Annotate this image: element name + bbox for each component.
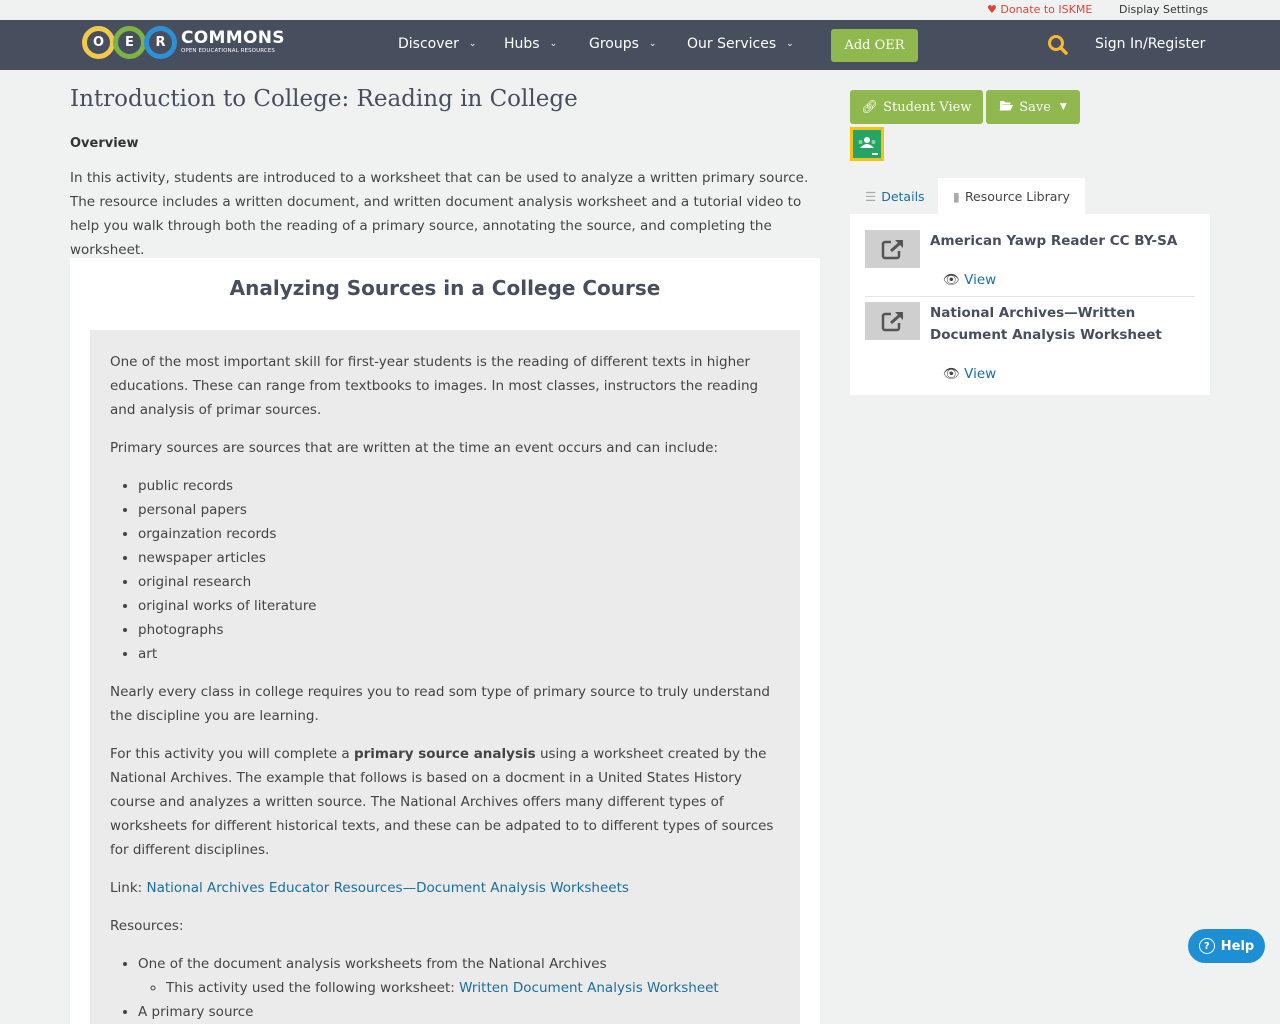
display-settings-link[interactable]: Display Settings: [1119, 3, 1209, 16]
logo-letter-e: E: [113, 26, 146, 59]
paragraph: For this activity you will complete a primary source analysis using a worksheet created by the National Archives. The example that follows is based on a docment in a United States History course and analyzes a written source. The National Archives offers many different types of worksheets for different historical texts, and these can be adpated to to different types of sources for different disciplines.: [110, 746, 774, 858]
paragraph: One of the most important skill for first-year students is the reading of different texts in higher educations. These can range from textbooks to images. In most classes, instructors the reading and analysis of primar sources.: [110, 354, 759, 418]
list-item: • photographs: [138, 618, 780, 642]
list-item: • newspaper articles: [138, 546, 780, 570]
paragraph: Primary sources are sources that are written at the time an event occurs and can include:: [110, 440, 718, 456]
library-item-title[interactable]: American Yawp Reader CC BY-SA: [930, 233, 1178, 249]
national-archives-link[interactable]: National Archives Educator Resources—Document Analysis Worksheets: [146, 880, 629, 896]
nav-discover[interactable]: Discover ⌄: [398, 36, 477, 52]
chevron-down-icon: ⌄: [468, 39, 477, 49]
list-item: • art: [138, 642, 780, 666]
list-item: • original research: [138, 570, 780, 594]
overview-text: In this activity, students are introduced to a worksheet that can be used to analyze a written primary source. The resource includes a written document, and written document analysis worksheet and a tutorial video to help you walk through both the reading of a primary source, annotating the source, and completing the worksheet.: [70, 170, 809, 258]
add-oer-button[interactable]: Add OER: [831, 29, 918, 62]
resources-list: [110, 952, 780, 1024]
sign-in-register-link[interactable]: Sign In/Register: [1095, 36, 1206, 52]
external-link-thumbnail[interactable]: [865, 230, 920, 268]
nav-our-services[interactable]: Our Services ⌄: [687, 36, 794, 52]
nav-hubs[interactable]: Hubs ⌄: [504, 36, 558, 52]
google-classroom-icon: [853, 130, 881, 158]
link-paragraph: Link: National Archives Educator Resources—Document Analysis Worksheets: [110, 880, 629, 896]
source-types-list: [110, 474, 780, 666]
list-icon: ☰: [865, 188, 877, 204]
chevron-down-icon: ⌄: [549, 39, 558, 49]
external-link-thumbnail[interactable]: [865, 302, 920, 340]
logo-letter-o: O: [82, 26, 115, 59]
content-card: [70, 258, 820, 1024]
content-body: [90, 330, 800, 1024]
google-classroom-share-button[interactable]: [850, 127, 884, 161]
eye-icon: 👁︎: [943, 366, 961, 382]
tab-resource-library[interactable]: ▮ Resource Library: [938, 178, 1085, 214]
resource-library-panel: [850, 214, 1210, 395]
folder-open-icon: [999, 99, 1014, 115]
donate-link[interactable]: ♥ Donate to ISKME: [987, 3, 1093, 16]
list-item: • A primary source: [138, 1000, 780, 1024]
heart-icon: ♥: [987, 3, 997, 16]
nav-groups[interactable]: Groups ⌄: [589, 36, 657, 52]
eye-icon: 👁︎: [943, 272, 961, 288]
worksheet-link[interactable]: Written Document Analysis Worksheet: [459, 980, 719, 996]
link-icon: 🔗︎: [861, 99, 879, 115]
overview-heading: Overview: [70, 136, 139, 151]
list-item: • personal papers: [138, 498, 780, 522]
chevron-down-icon: ⌄: [786, 39, 794, 49]
external-link-icon: [880, 309, 906, 333]
external-link-icon: [880, 237, 906, 261]
oer-commons-logo[interactable]: [82, 26, 285, 59]
divider: [865, 296, 1195, 297]
tab-details[interactable]: ☰ Details: [865, 188, 925, 204]
search-icon[interactable]: [1047, 34, 1069, 60]
library-item-title[interactable]: National Archives—Written Document Analysis Worksheet: [930, 305, 1162, 343]
question-circle-icon: ?: [1199, 938, 1215, 954]
list-item: • original works of literature: [138, 594, 780, 618]
chevron-down-icon: ⌄: [648, 39, 657, 49]
logo-wordmark: COMMONS OPEN EDUCATIONAL RESOURCES: [181, 28, 285, 55]
logo-letter-r: R: [144, 26, 177, 59]
main-navbar: [0, 20, 1280, 70]
save-dropdown-button[interactable]: Save ▼: [986, 90, 1080, 124]
help-button[interactable]: ? Help: [1188, 929, 1265, 963]
resources-label: Resources:: [110, 918, 184, 934]
list-item: • public records: [138, 474, 780, 498]
student-view-button[interactable]: 🔗︎ Student View: [850, 90, 983, 124]
sidebar-tabs: [850, 178, 1210, 214]
list-item: ◦ This activity used the following worksheet: Written Document Analysis Worksheet: [166, 976, 780, 1000]
list-item: • One of the document analysis worksheets from the National Archives ◦ This activity used the following worksheet: Written Document Analysis Worksheet: [138, 952, 780, 1000]
section-heading: Analyzing Sources in a College Course: [229, 276, 661, 300]
nested-list: [138, 976, 780, 1000]
book-icon: ▮: [953, 188, 960, 204]
view-link[interactable]: 👁︎ View: [943, 272, 997, 288]
page-title: Introduction to College: Reading in College: [70, 86, 578, 112]
caret-down-icon: ▼: [1059, 102, 1067, 112]
bold-term: primary source analysis: [353, 746, 536, 762]
list-item: • orgainzation records: [138, 522, 780, 546]
view-link[interactable]: 👁︎ View: [943, 366, 997, 382]
utility-bar: [0, 0, 1280, 20]
paragraph: Nearly every class in college requires you to read som type of primary source to truly understand the discipline you are learning.: [110, 684, 770, 724]
